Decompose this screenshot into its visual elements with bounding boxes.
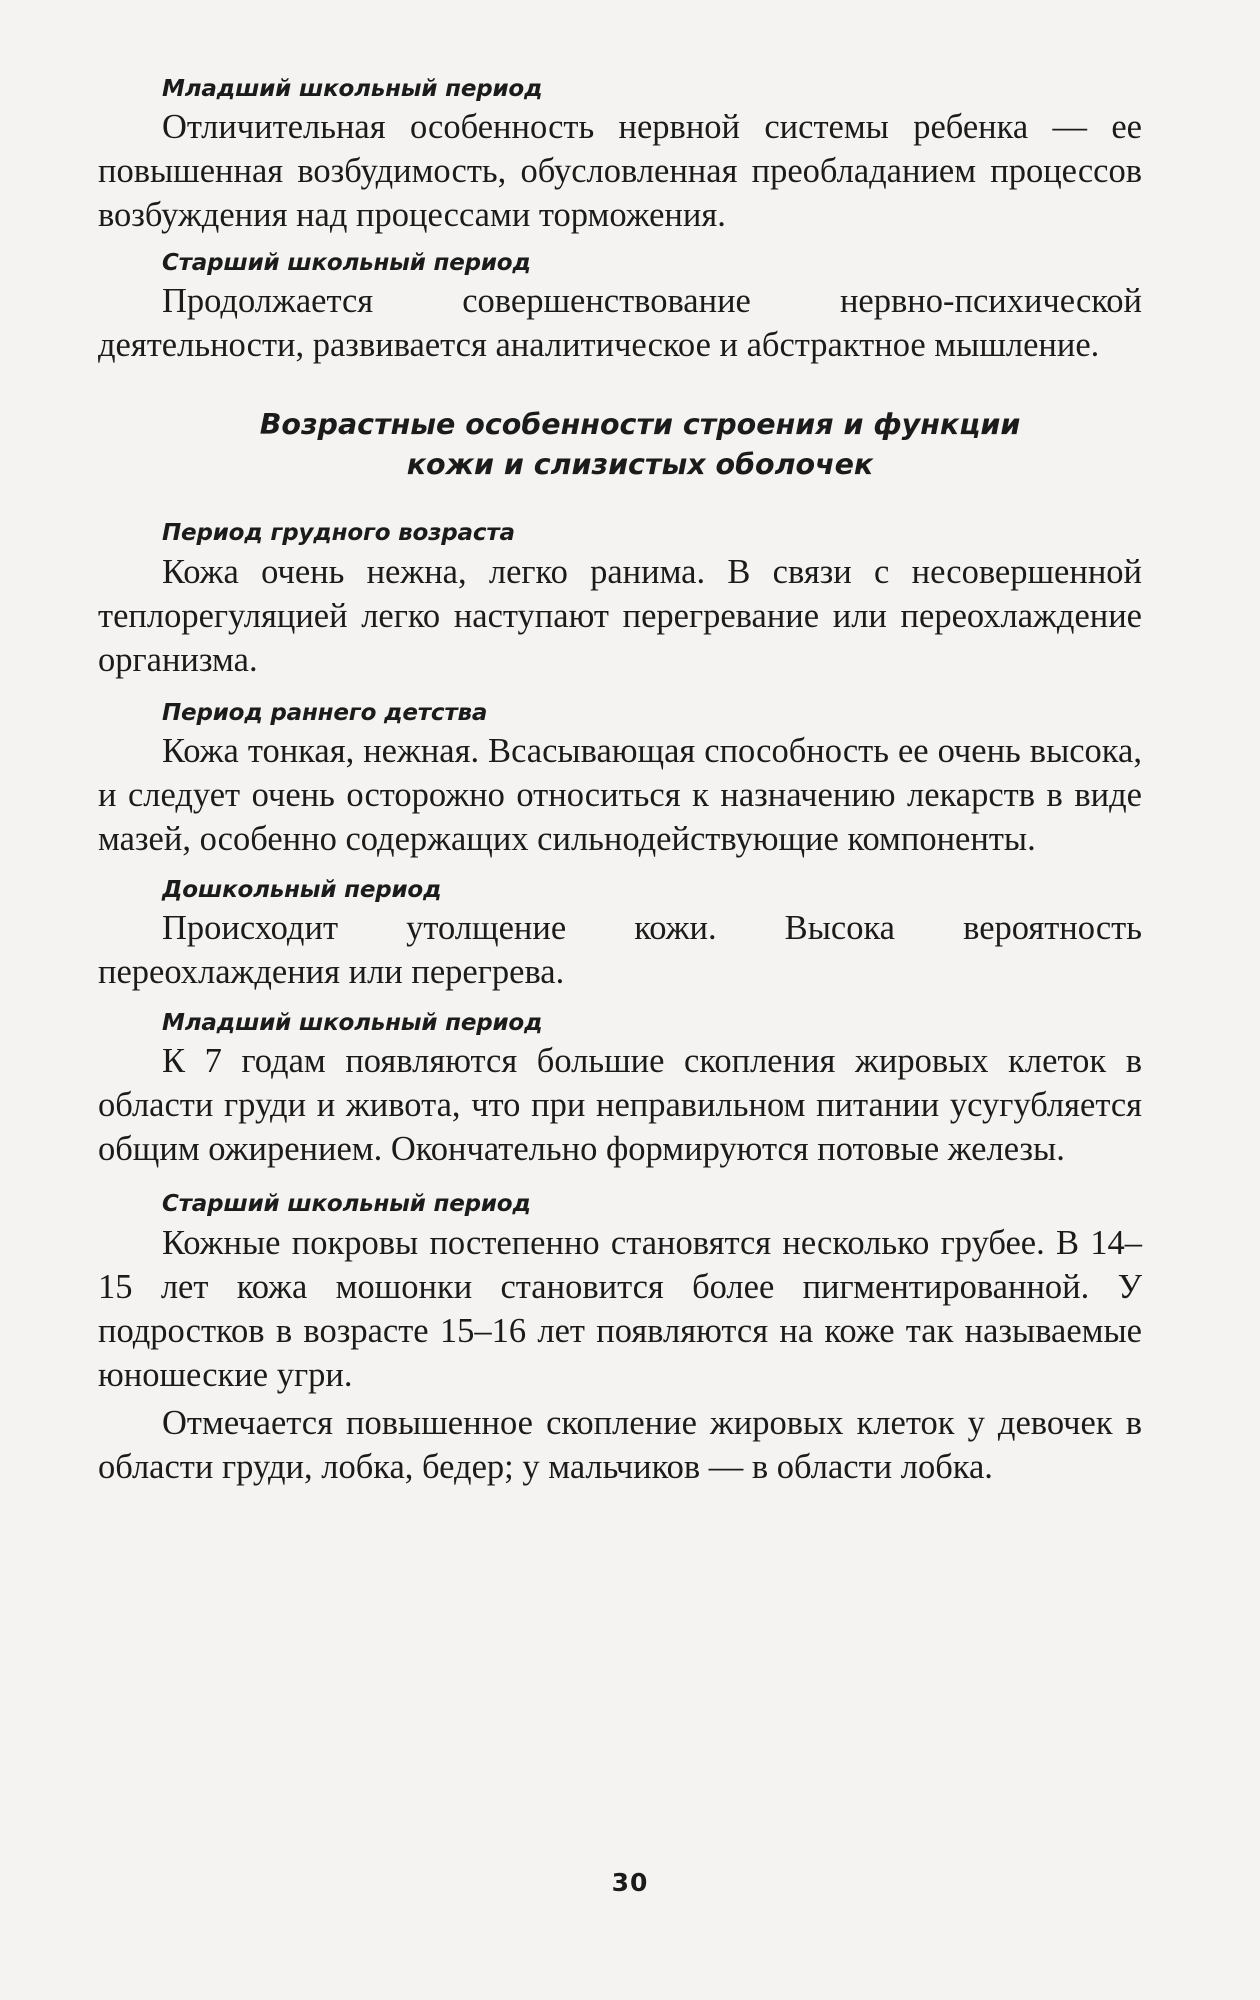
subheading-infancy: Период грудного возраста — [162, 520, 515, 546]
section-title-line-1: Возрастные особенности строения и функции — [259, 408, 1021, 441]
page-body — [98, 76, 1142, 1489]
subheading-junior-school-skin: Младший школьный период — [162, 1010, 543, 1036]
subheading-early-childhood: Период раннего детства — [162, 700, 488, 726]
paragraph-preschool: Происходит утолщение кожи. Высока вероятность переохлаждения или перегрева. — [98, 909, 1142, 991]
paragraph-final: Отмечается повышенное скопление жировых клеток у девочек в области груди, лобка, бедер; у мальчиков — в области лобка. — [98, 1404, 1142, 1486]
paragraph-senior-school-skin: Кожные покровы постепенно становятся несколько грубее. В 14–15 лет кожа мошонки становится более пигментированной. У подростков в возрасте 15–16 лет появляются на коже так называемые юношеские угри. — [98, 1224, 1142, 1394]
subheading-senior-school: Старший школьный период — [162, 250, 531, 276]
subheading-junior-school: Младший школьный период — [162, 76, 543, 102]
paragraph-junior-school-nervous: Отличительная особенность нервной системы ребенка — ее повышенная возбудимость, обусловленная преобладанием процессов возбуждения над процессами торможения. — [98, 108, 1142, 234]
paragraph-infancy: Кожа очень нежна, легко ранима. В связи с несовершенной теплорегуляцией легко наступают перегревание или переохлаждение организма. — [98, 553, 1142, 679]
paragraph-junior-school-skin: К 7 годам появляются большие скопления жировых клеток в области груди и живота, что при неправильном питании усугубляется общим ожирением. Окончательно формируются потовые железы. — [98, 1042, 1142, 1168]
page-number: 30 — [611, 1868, 649, 1897]
section-title — [98, 405, 1142, 485]
section-title-line-2: кожи и слизистых оболочек — [406, 448, 874, 481]
subheading-senior-school-skin: Старший школьный период — [162, 1191, 531, 1217]
paragraph-early-childhood: Кожа тонкая, нежная. Всасывающая способность ее очень высока, и следует очень осторожно относиться к назначению лекарств в виде мазей, особенно содержащих сильнодействующие компоненты. — [98, 732, 1142, 858]
paragraph-senior-school-nervous: Продолжается совершенствование нервно-психической деятельности, развивается аналитическое и абстрактное мышление. — [98, 282, 1142, 364]
subheading-preschool: Дошкольный период — [162, 877, 442, 903]
